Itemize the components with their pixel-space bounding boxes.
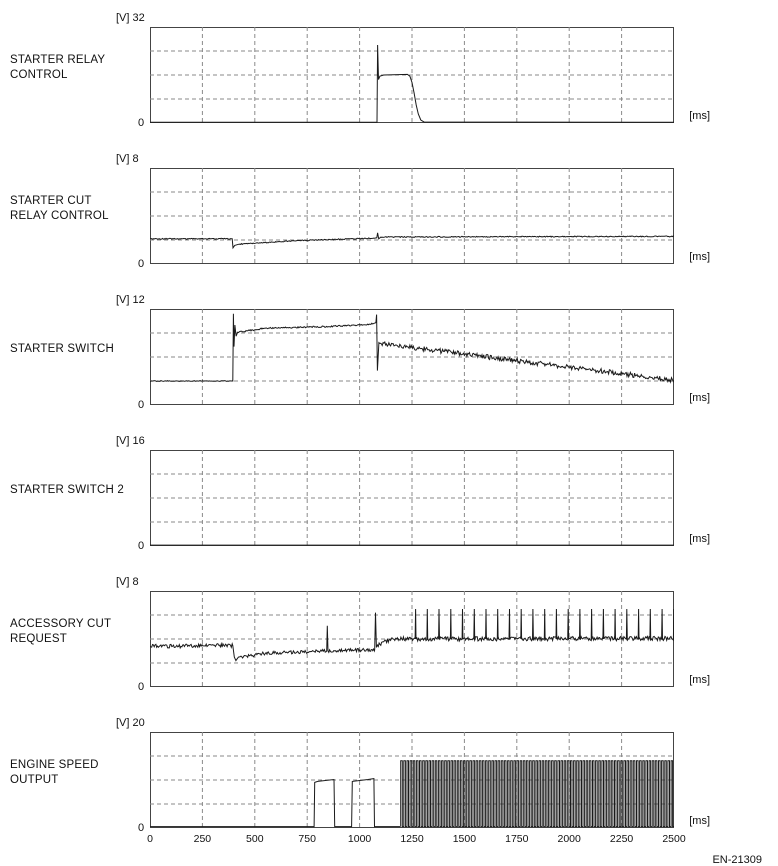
waveform-panel (0, 576, 778, 693)
x-unit-label: [ms] (689, 533, 710, 545)
waveform-plot (150, 450, 674, 546)
waveform-plot (150, 591, 674, 687)
y-zero-label: 0 (138, 822, 145, 834)
signal-label: STARTER SWITCH (10, 343, 114, 356)
x-unit-label: [ms] (689, 110, 710, 122)
x-unit-label: [ms] (689, 392, 710, 404)
y-max-label: 12 (132, 294, 145, 306)
y-zero-label: 0 (138, 681, 145, 693)
x-tick-label: 750 (298, 833, 316, 845)
x-unit-label: [ms] (689, 674, 710, 686)
y-max-label: 16 (132, 435, 145, 447)
signal-label: ACCESSORY CUT REQUEST (10, 617, 112, 645)
y-unit-label: [V] (116, 717, 130, 729)
y-max-label: 8 (132, 153, 139, 165)
waveform-panel (0, 153, 778, 270)
y-zero-label: 0 (138, 540, 145, 552)
x-tick-label: 2000 (557, 833, 581, 845)
signal-label: ENGINE SPEED OUTPUT (10, 758, 99, 786)
y-unit-label: [V] (116, 294, 130, 306)
y-unit-label: [V] (116, 435, 130, 447)
waveform-plot (150, 168, 674, 264)
x-tick-label: 2500 (662, 833, 686, 845)
signal-label: STARTER RELAY CONTROL (10, 53, 106, 81)
waveform-plot (150, 27, 674, 123)
signal-label: STARTER CUT RELAY CONTROL (10, 194, 109, 222)
waveform-panel (0, 294, 778, 411)
x-tick-label: 250 (193, 833, 212, 845)
y-unit-label: [V] (116, 12, 130, 24)
y-unit-label: [V] (116, 153, 130, 165)
x-tick-label: 1500 (452, 833, 477, 845)
y-zero-label: 0 (138, 399, 145, 411)
signal-label: STARTER SWITCH 2 (10, 484, 124, 497)
y-max-label: 8 (132, 576, 139, 588)
x-unit-label: [ms] (689, 251, 710, 263)
y-max-label: 20 (132, 717, 145, 729)
x-tick-label: 2250 (609, 833, 634, 845)
x-axis-ticks (147, 830, 686, 846)
x-tick-label: 500 (246, 833, 264, 845)
x-tick-label: 1250 (400, 833, 424, 845)
x-unit-label: [ms] (689, 815, 710, 827)
y-zero-label: 0 (138, 258, 145, 270)
waveform-plot (150, 732, 674, 828)
waveform-chart-page (0, 12, 778, 866)
x-tick-label: 0 (147, 833, 153, 845)
waveform-plot (150, 309, 674, 405)
y-max-label: 32 (132, 12, 145, 24)
waveform-panel (0, 12, 778, 129)
waveform-panel (0, 435, 778, 552)
waveform-panel (0, 717, 778, 834)
y-zero-label: 0 (138, 117, 145, 129)
x-tick-label: 1750 (505, 833, 529, 845)
document-code: EN-21309 (712, 854, 762, 866)
y-unit-label: [V] (116, 576, 130, 588)
x-tick-label: 1000 (347, 833, 372, 845)
